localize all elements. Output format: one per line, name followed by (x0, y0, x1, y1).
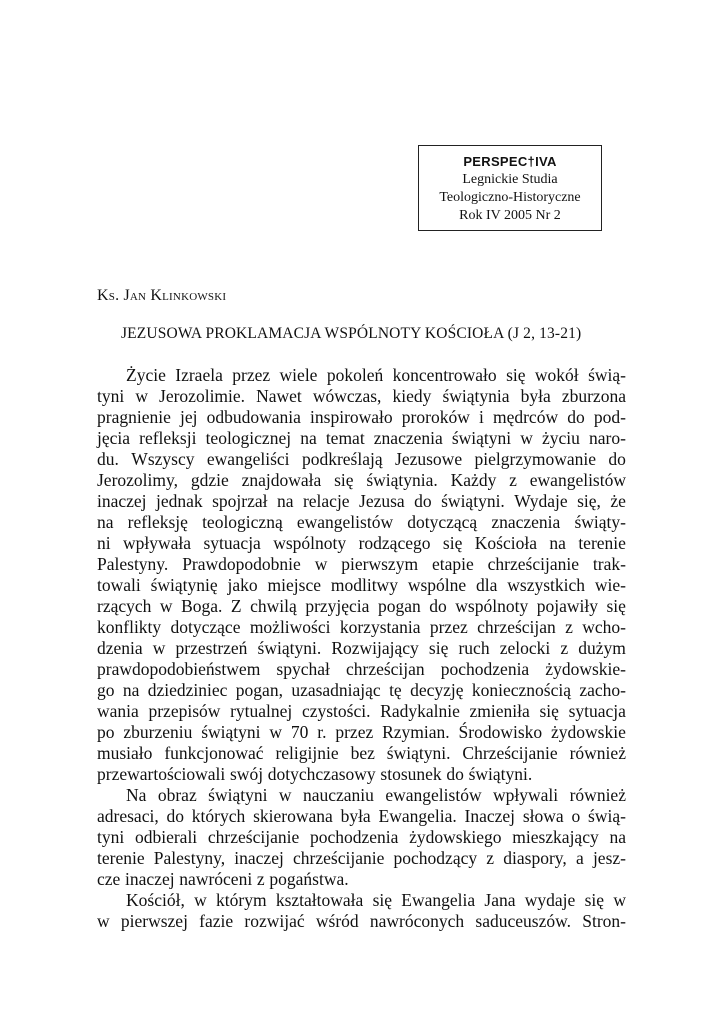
word: z (509, 470, 517, 490)
word: relacje (302, 491, 350, 511)
word: Środowisko (458, 722, 543, 742)
word: a (575, 848, 584, 868)
word: znajdowała (241, 470, 322, 490)
word: chwilą (250, 596, 297, 616)
word: świą- (588, 365, 626, 385)
word: w (152, 638, 166, 658)
word: cze (97, 869, 121, 889)
word: chrześcijanie (207, 827, 300, 847)
word: słowa (522, 806, 564, 826)
word: zmieniła (469, 701, 530, 721)
word: się (442, 533, 463, 553)
word: Kościół, (126, 890, 185, 910)
word: życiu (541, 428, 580, 448)
word: Jana (484, 890, 516, 910)
text-line (97, 491, 626, 512)
word: mieszkający (512, 827, 599, 847)
word: Życie (126, 365, 166, 385)
text-line (97, 428, 626, 449)
word: wspólnoty (273, 533, 347, 553)
word: jej (179, 407, 198, 427)
word: chrześcijan (345, 659, 425, 679)
word: kiedy (392, 386, 432, 406)
word: się, (577, 491, 601, 511)
word: do (608, 449, 626, 469)
word: w (613, 890, 626, 910)
word: przepisów (148, 701, 221, 721)
article-title: JEZUSOWA PROKLAMACJA WSPÓLNOTY KOŚCIOŁA (J 2, 13-21) (121, 325, 582, 342)
text-line (97, 722, 626, 743)
word: Ewangelia. (378, 806, 457, 826)
word: teologicznej (205, 428, 292, 448)
word: spojrzał (212, 491, 268, 511)
text-line (97, 638, 626, 659)
text-line (97, 680, 626, 701)
word: dotychczasowy (267, 764, 376, 784)
word: inaczej (125, 869, 175, 889)
word: się (428, 638, 449, 658)
word: Kościoła (474, 533, 537, 553)
word: towali (97, 575, 141, 595)
word: dużym (578, 638, 626, 658)
word: świątynia (442, 386, 510, 406)
word: przez (335, 722, 374, 742)
text-line (97, 596, 626, 617)
word: się (539, 701, 559, 721)
word: jęcia (97, 428, 131, 448)
word: że (610, 491, 626, 511)
word: świątyni. (441, 491, 505, 511)
word: w (135, 386, 148, 406)
word: nauczaniu (302, 785, 374, 805)
word: dziedziniec (147, 680, 228, 700)
word: pogan (377, 596, 421, 616)
word: uzasadniając (291, 680, 381, 700)
journal-subtitle: Teologiczno-Historyczne (439, 190, 581, 205)
word: świątynię (150, 575, 218, 595)
text-line (97, 785, 626, 806)
word: sytuacja (568, 701, 626, 721)
word: inspirowało (310, 407, 393, 427)
word: chrześcijanie (487, 554, 579, 574)
word: diaspory, (503, 848, 567, 868)
word: mędrców (492, 407, 559, 427)
word: świątyni (201, 722, 261, 742)
word: Jerozolimy, (97, 470, 178, 490)
word: wspólne (407, 575, 467, 595)
text-line (97, 554, 626, 575)
word: wpływała (123, 533, 192, 553)
word: w (159, 596, 173, 616)
word: pochodzenia (309, 827, 399, 847)
word: do (414, 491, 432, 511)
text-line (97, 659, 626, 680)
word: rodzącego (358, 533, 431, 553)
word: na (300, 428, 317, 448)
word: z (560, 638, 569, 658)
word: świątyni. (468, 764, 533, 784)
word: pochodzący (393, 848, 478, 868)
word: Jezusowe (395, 449, 463, 469)
word: wydaje (524, 890, 576, 910)
word: skierowana (253, 806, 333, 826)
word: Boga. (181, 596, 223, 616)
word: ni (97, 533, 111, 553)
word: Prawdopodobnie (182, 554, 301, 574)
word: pogan, (235, 680, 283, 700)
word: go (97, 680, 115, 700)
word: terenie (97, 848, 145, 868)
text-line (97, 575, 626, 596)
word: przyjęcia (305, 596, 370, 616)
word: przestrzeń (175, 638, 248, 658)
word: świątyni. (257, 638, 322, 658)
word: decyzję (410, 680, 464, 700)
word: bez (350, 743, 375, 763)
word: również (569, 785, 626, 805)
word: się (372, 890, 393, 910)
word: wspólnoty (455, 596, 529, 616)
word: Palestyny, (153, 848, 226, 868)
word: swój (230, 764, 264, 784)
word: konflikty (97, 617, 162, 637)
text-line (97, 386, 626, 407)
word: proroków (401, 407, 470, 427)
text-line (97, 890, 626, 911)
word: się (606, 596, 626, 616)
word: musiało (97, 743, 153, 763)
text-line (97, 470, 626, 491)
word: koncentrowało (392, 365, 497, 385)
word: możliwości (249, 617, 331, 637)
word: temat (325, 428, 365, 448)
word: zburzeniu (123, 722, 193, 742)
text-line (97, 869, 626, 890)
word: gdzie (190, 470, 229, 490)
text-line (97, 911, 626, 932)
text-line (97, 701, 626, 722)
word: Stron- (582, 911, 626, 931)
word: obraz (157, 785, 197, 805)
word: tyni (97, 827, 125, 847)
word: znaczenia (373, 428, 443, 448)
word: była (520, 386, 551, 406)
word: Nawet (256, 386, 302, 406)
word: żydowskie- (545, 659, 626, 679)
word: z (256, 869, 265, 889)
journal-series: Legnickie Studia (462, 172, 558, 187)
word: dzenia (97, 638, 143, 658)
word: Wydaje (514, 491, 568, 511)
word: Z (230, 596, 242, 616)
word: inaczej (234, 848, 284, 868)
word: przez (232, 365, 271, 385)
word: wśród (315, 911, 359, 931)
author-name: Ks. Jan Klinkowski (97, 287, 227, 304)
body-text (97, 365, 626, 932)
word: adresaci, (97, 806, 159, 826)
word: miejsce (267, 575, 321, 595)
word: kształtowała (275, 890, 364, 910)
word: przez (429, 617, 468, 637)
word: pochodzenia (440, 659, 530, 679)
word: 70 (290, 722, 309, 742)
text-line (97, 365, 626, 386)
word: stosunek (380, 764, 442, 784)
word: w (269, 722, 283, 742)
word: świątynia. (366, 470, 438, 490)
word: odbudowania (206, 407, 301, 427)
word: ewangelistów (385, 785, 482, 805)
word: inaczej (97, 491, 147, 511)
word: do (429, 596, 447, 616)
word: dotyczące (170, 617, 241, 637)
word: terenie (578, 533, 626, 553)
word: Radykalnie (380, 701, 460, 721)
word: rzących (97, 596, 152, 616)
word: Chrześcijanie (462, 743, 558, 763)
word: pokoleń (326, 365, 384, 385)
word: pragnienie (97, 407, 171, 427)
word: wcho- (582, 617, 626, 637)
word: do (567, 407, 585, 427)
word: do (166, 806, 184, 826)
word: ewangelistów (296, 512, 394, 532)
word: Jezusa (359, 491, 405, 511)
word: du. (97, 449, 119, 469)
word: zelocki (499, 638, 551, 658)
word: w (314, 554, 328, 574)
word: pogaństwa. (269, 869, 349, 889)
word: wówczas, (312, 386, 382, 406)
word: Każdy (450, 470, 497, 490)
word: w (97, 911, 110, 931)
word: wie- (594, 575, 626, 595)
word: świą- (588, 806, 626, 826)
text-line (97, 764, 626, 785)
word: rozwijać (244, 911, 305, 931)
word: koniecznością (471, 680, 571, 700)
word: zburzona (561, 386, 626, 406)
word: Izraela (175, 365, 223, 385)
word: z (486, 848, 495, 868)
word: się (584, 890, 605, 910)
word: Palestyny. (97, 554, 169, 574)
word: z (565, 617, 573, 637)
word: refleksji (139, 428, 197, 448)
word: Rozwijający (331, 638, 419, 658)
word: przewartościowali (97, 764, 226, 784)
word: świątyni. (386, 743, 451, 763)
word: jednak (156, 491, 203, 511)
word: prawdopodobieństwem (97, 659, 261, 679)
word: pielgrzymowanie (474, 449, 596, 469)
word: Inaczej (464, 806, 516, 826)
word: trak- (592, 554, 626, 574)
word: pojawiły (536, 596, 598, 616)
word: na (122, 680, 140, 700)
word: świątyni (208, 785, 268, 805)
word: wpływali (493, 785, 559, 805)
text-line (97, 407, 626, 428)
word: była (340, 806, 371, 826)
word: fazie (199, 911, 234, 931)
word: czystości. (301, 701, 371, 721)
word: wania (97, 701, 139, 721)
word: żydowskie (551, 722, 626, 742)
word: modlitwy (330, 575, 398, 595)
word: jesz- (592, 848, 626, 868)
word: religijnie (275, 743, 339, 763)
word: się (506, 365, 526, 385)
word: nawróceni (179, 869, 253, 889)
text-line (97, 512, 626, 533)
word: Wszyscy (131, 449, 195, 469)
word: w (278, 785, 292, 805)
word: naro- (588, 428, 626, 448)
word: do (446, 764, 464, 784)
word: tę (389, 680, 402, 700)
word: ewangelistów (529, 470, 626, 490)
word: sytuacja (203, 533, 261, 553)
word: wokół (534, 365, 579, 385)
text-line (97, 827, 626, 848)
word: dotyczącą (407, 512, 478, 532)
word: spychał (276, 659, 330, 679)
word: tyni (97, 386, 125, 406)
word: zacho- (579, 680, 626, 700)
word: refleksję (127, 512, 188, 532)
word: którym (216, 890, 267, 910)
word: Jerozolimie. (159, 386, 246, 406)
word: teologiczną (202, 512, 283, 532)
word: pierwszej (120, 911, 188, 931)
text-line (97, 806, 626, 827)
word: w (194, 890, 207, 910)
text-line (97, 848, 626, 869)
word: po (97, 722, 115, 742)
word: pod- (593, 407, 626, 427)
word: Rzymian. (382, 722, 450, 742)
word: Ewangelia (401, 890, 476, 910)
word: świątyni (451, 428, 512, 448)
word: nawróconych (369, 911, 465, 931)
word: saduceuszów. (475, 911, 571, 931)
word: jako (227, 575, 258, 595)
word: również (569, 743, 626, 763)
word: w (520, 428, 533, 448)
word: świąty- (574, 512, 626, 532)
word: ewangeliści (206, 449, 290, 469)
journal-info-box (418, 145, 602, 231)
word: chrześcijanie (293, 848, 385, 868)
text-line (97, 617, 626, 638)
text-line (97, 449, 626, 470)
word: odbierali (134, 827, 198, 847)
word: na (276, 491, 294, 511)
word: dla (476, 575, 498, 595)
word: się (334, 470, 354, 490)
journal-name: PERSPEC†IVA (463, 154, 557, 169)
word: o (571, 806, 581, 826)
word: Na (126, 785, 147, 805)
word: funkcjonować (164, 743, 264, 763)
text-line (97, 533, 626, 554)
word: znaczenia (491, 512, 561, 532)
journal-issue: Rok IV 2005 Nr 2 (459, 208, 561, 223)
word: rytualnej (230, 701, 293, 721)
word: pierwszym (341, 554, 419, 574)
word: na (549, 533, 566, 553)
word: r. (317, 722, 327, 742)
word: wszystkich (507, 575, 586, 595)
word: ruch (458, 638, 490, 658)
word: na (609, 827, 626, 847)
word: żydowskiego (409, 827, 502, 847)
word: wiele (279, 365, 318, 385)
text-line (97, 743, 626, 764)
word: chrześcijan (477, 617, 556, 637)
word: podkreślają (301, 449, 383, 469)
word: korzystania (339, 617, 421, 637)
word: których (191, 806, 246, 826)
word: na (97, 512, 114, 532)
word: i (478, 407, 484, 427)
word: etapie (431, 554, 474, 574)
